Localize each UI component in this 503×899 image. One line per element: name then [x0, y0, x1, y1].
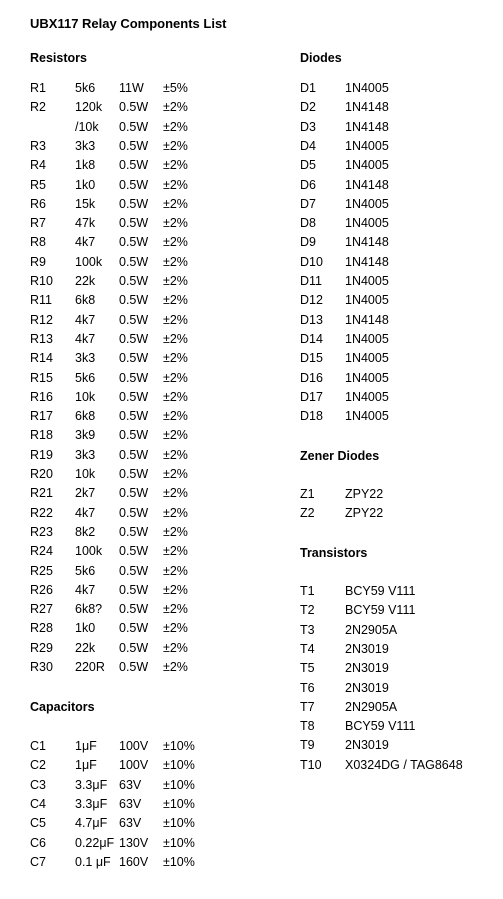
resistor-row-tolerance: ±2%	[163, 351, 188, 366]
zener-row-value: ZPY22	[345, 506, 384, 521]
resistor-row-designator: R23	[30, 524, 53, 539]
diode-row-designator: D10	[300, 254, 323, 269]
resistor-row-rating: 0.5W	[119, 177, 149, 192]
resistor-row-rating: 0.5W	[119, 100, 149, 115]
capacitor-row-value: 4.7μF	[75, 816, 108, 831]
transistor-row-value: 2N3019	[345, 661, 389, 676]
resistor-row-rating: 0.5W	[119, 563, 149, 578]
diode-row-value: 1N4148	[345, 119, 389, 134]
resistor-row-designator: R8	[30, 235, 46, 250]
transistor-row-value: BCY59 V111	[345, 584, 416, 598]
resistor-row-rating: 0.5W	[119, 312, 149, 327]
resistor-row-value: 15k	[75, 196, 96, 211]
resistor-row-value: 47k	[75, 216, 96, 231]
resistor-row-rating: 0.5W	[119, 660, 149, 674]
diode-row-designator: D17	[300, 389, 323, 404]
capacitor-row-rating: 63V	[119, 816, 142, 831]
resistor-row-value: 6k8	[75, 293, 96, 308]
diode-row-designator: D18	[300, 409, 323, 424]
resistor-row-tolerance: ±2%	[163, 563, 188, 578]
resistor-row-value: 3k3	[75, 138, 96, 153]
resistor-row-designator: R25	[30, 563, 53, 578]
capacitor-row-designator: C1	[30, 739, 46, 753]
resistor-row-value: 4k7	[75, 312, 96, 327]
resistor-row-tolerance: ±2%	[163, 602, 188, 617]
resistor-row-value: 6k8	[75, 409, 96, 424]
resistor-row-tolerance: ±2%	[163, 216, 188, 231]
resistor-row-tolerance: ±2%	[163, 505, 188, 520]
resistor-row-value: 3k9	[75, 428, 96, 443]
resistor-row-designator: R14	[30, 351, 53, 366]
transistor-row-designator: T10	[300, 757, 322, 772]
resistor-row-tolerance: ±2%	[163, 119, 188, 134]
transistor-row-value: X0324DG / TAG8648	[345, 757, 463, 772]
capacitor-row-designator: C2	[30, 758, 46, 773]
resistor-row-rating: 0.5W	[119, 505, 149, 520]
resistor-row-designator: R22	[30, 505, 53, 520]
resistor-row-tolerance: ±2%	[163, 621, 188, 636]
transistor-row-designator: T1	[300, 584, 315, 598]
resistor-row-rating: 0.5W	[119, 370, 149, 385]
diode-row-designator: D2	[300, 100, 316, 115]
capacitor-row-tolerance: ±10%	[163, 835, 195, 850]
diode-row-value: 1N4005	[345, 196, 389, 211]
resistor-row-value: 22k	[75, 640, 96, 655]
diode-row-value: 1N4005	[345, 351, 389, 366]
resistor-row-designator: R6	[30, 196, 46, 211]
capacitor-row-value: 3.3μF	[75, 777, 108, 792]
diode-row-value: 1N4005	[345, 138, 389, 153]
diode-row-designator: D12	[300, 293, 323, 308]
resistor-row-designator: R17	[30, 409, 53, 424]
resistor-row-designator: R28	[30, 621, 53, 636]
resistor-row-value: 1k8	[75, 158, 96, 173]
resistor-row-value: 8k2	[75, 524, 96, 539]
resistor-row-tolerance: ±2%	[163, 660, 188, 674]
resistor-row-tolerance: ±2%	[163, 254, 188, 269]
resistor-row-designator: R12	[30, 312, 53, 327]
diode-row-designator: D3	[300, 119, 316, 134]
diode-row-value: 1N4005	[345, 389, 389, 404]
transistor-row-designator: T7	[300, 699, 315, 714]
capacitor-row-tolerance: ±10%	[163, 796, 195, 811]
resistor-row-designator: R13	[30, 331, 53, 346]
capacitor-row-value: 0.1 μF	[75, 854, 111, 869]
page-title: UBX117 Relay Components List	[30, 16, 227, 31]
capacitor-row-value: 1μF	[75, 758, 97, 773]
resistor-row-designator: R2	[30, 100, 46, 115]
resistor-row-tolerance: ±2%	[163, 177, 188, 192]
resistor-row-tolerance: ±2%	[163, 331, 188, 346]
capacitor-row-designator: C7	[30, 854, 46, 869]
diode-row-value: 1N4005	[345, 81, 389, 95]
capacitor-row-rating: 63V	[119, 777, 142, 792]
resistor-row-designator: R16	[30, 389, 53, 404]
resistor-row-designator: R9	[30, 254, 46, 269]
diode-row-designator: D8	[300, 216, 316, 231]
diode-row-value: 1N4005	[345, 370, 389, 385]
diode-row-designator: D4	[300, 138, 316, 153]
resistor-row-rating: 0.5W	[119, 486, 149, 501]
resistor-row-rating: 0.5W	[119, 524, 149, 539]
transistor-row-designator: T5	[300, 661, 315, 676]
resistor-row-designator: R5	[30, 177, 46, 192]
transistor-row-value: 2N2905A	[345, 699, 398, 714]
resistor-row-rating: 0.5W	[119, 196, 149, 211]
resistor-row-tolerance: ±2%	[163, 235, 188, 250]
diode-row-value: 1N4005	[345, 274, 389, 288]
resistor-row-value: 3k3	[75, 447, 96, 462]
diode-row-designator: D11	[300, 274, 323, 288]
resistor-row-designator: R15	[30, 370, 53, 385]
capacitor-row-rating: 100V	[119, 758, 149, 773]
capacitor-row-tolerance: ±10%	[163, 777, 195, 792]
diode-row-designator: D13	[300, 312, 323, 327]
diode-row-designator: D5	[300, 158, 316, 173]
resistor-row-value: 4k7	[75, 582, 96, 597]
capacitors-heading: Capacitors	[30, 700, 95, 714]
resistor-row-rating: 0.5W	[119, 409, 149, 424]
resistor-row-value: 22k	[75, 274, 96, 288]
resistor-row-rating: 0.5W	[119, 428, 149, 443]
resistor-row-rating: 0.5W	[119, 235, 149, 250]
capacitor-row-rating: 160V	[119, 854, 149, 869]
resistor-row-value: 4k7	[75, 331, 96, 346]
diode-row-value: 1N4005	[345, 293, 389, 308]
resistor-row-rating: 0.5W	[119, 467, 149, 481]
capacitor-row-value: 3.3μF	[75, 796, 108, 811]
diode-row-value: 1N4005	[345, 216, 389, 231]
transistor-row-value: BCY59 V111	[345, 603, 416, 618]
transistor-row-value: 2N3019	[345, 641, 389, 656]
resistors-heading: Resistors	[30, 51, 87, 65]
zener-row-value: ZPY22	[345, 487, 384, 501]
resistor-row-rating: 0.5W	[119, 582, 149, 597]
diode-row-value: 1N4148	[345, 254, 389, 269]
resistor-row-value: 4k7	[75, 235, 96, 250]
resistor-row-value: 5k6	[75, 370, 96, 385]
capacitor-row-designator: C4	[30, 796, 46, 811]
resistor-row-value: 2k7	[75, 486, 96, 501]
diode-row-value: 1N4148	[345, 177, 389, 192]
resistor-row-rating: 0.5W	[119, 119, 149, 134]
capacitor-row-rating: 100V	[119, 739, 149, 753]
resistor-row-value: 1k0	[75, 177, 96, 192]
resistor-row-rating: 0.5W	[119, 254, 149, 269]
resistor-row-rating: 0.5W	[119, 621, 149, 636]
resistor-row-tolerance: ±2%	[163, 158, 188, 173]
transistor-row-designator: T2	[300, 603, 315, 618]
diode-row-value: 1N4148	[345, 235, 389, 250]
resistor-row-tolerance: ±2%	[163, 544, 188, 559]
diode-row-designator: D7	[300, 196, 316, 211]
resistor-row-tolerance: ±2%	[163, 370, 188, 385]
resistor-row-designator: R19	[30, 447, 53, 462]
resistor-row-designator: R29	[30, 640, 53, 655]
transistor-row-designator: T6	[300, 680, 315, 695]
resistor-row-rating: 0.5W	[119, 640, 149, 655]
capacitor-row-designator: C3	[30, 777, 46, 792]
diode-row-designator: D15	[300, 351, 323, 366]
capacitor-row-value: 0.22μF	[75, 835, 115, 850]
resistor-row-designator: R11	[30, 293, 53, 308]
resistor-row-tolerance: ±2%	[163, 524, 188, 539]
transistors-heading: Transistors	[300, 546, 368, 560]
capacitor-row-designator: C5	[30, 816, 46, 831]
zener-diodes-heading: Zener Diodes	[300, 449, 380, 463]
resistor-row-value: 10k	[75, 389, 96, 404]
resistor-row-value: 10k	[75, 467, 96, 481]
diode-row-designator: D6	[300, 177, 316, 192]
diode-row-designator: D16	[300, 370, 323, 385]
diode-row-value: 1N4148	[345, 312, 389, 327]
resistor-row-rating: 0.5W	[119, 602, 149, 617]
resistor-row-designator: R1	[30, 81, 46, 95]
zener-row-designator: Z2	[300, 506, 315, 521]
resistor-row-designator: R30	[30, 660, 53, 674]
zener-row-designator: Z1	[300, 487, 315, 501]
resistor-row-tolerance: ±2%	[163, 467, 188, 481]
resistor-row-value: 1k0	[75, 621, 96, 636]
resistor-row-rating: 0.5W	[119, 216, 149, 231]
resistor-row-rating: 0.5W	[119, 274, 149, 288]
resistor-row-tolerance: ±2%	[163, 293, 188, 308]
resistor-row-tolerance: ±2%	[163, 447, 188, 462]
resistor-row-rating: 0.5W	[119, 293, 149, 308]
diode-row-designator: D1	[300, 81, 316, 95]
resistor-row-value: 5k6	[75, 81, 96, 95]
capacitor-row-tolerance: ±10%	[163, 758, 195, 773]
resistor-row-value: 100k	[75, 544, 103, 559]
resistor-row-value: 220R	[75, 660, 105, 674]
transistor-row-value: 2N3019	[345, 680, 389, 695]
diode-row-designator: D14	[300, 331, 323, 346]
resistor-row-rating: 0.5W	[119, 158, 149, 173]
transistor-row-designator: T4	[300, 641, 315, 656]
resistor-row-designator: R10	[30, 274, 53, 288]
capacitor-row-value: 1μF	[75, 739, 97, 753]
resistor-row-tolerance: ±2%	[163, 312, 188, 327]
resistor-row-tolerance: ±2%	[163, 196, 188, 211]
resistor-row-value: 3k3	[75, 351, 96, 366]
resistor-row-designator: R18	[30, 428, 53, 443]
resistor-row-rating: 0.5W	[119, 447, 149, 462]
resistor-row-tolerance: ±5%	[163, 81, 188, 95]
transistor-row-designator: T9	[300, 738, 315, 753]
resistor-row-value: 4k7	[75, 505, 96, 520]
resistor-row-value: 120k	[75, 100, 103, 115]
resistor-row-rating: 0.5W	[119, 351, 149, 366]
diode-row-value: 1N4005	[345, 158, 389, 173]
resistor-row-designator: R7	[30, 216, 46, 231]
transistor-row-value: BCY59 V111	[345, 719, 416, 734]
diode-row-value: 1N4148	[345, 100, 389, 115]
diodes-heading: Diodes	[300, 51, 342, 65]
resistor-row-tolerance: ±2%	[163, 389, 188, 404]
diode-row-designator: D9	[300, 235, 316, 250]
resistor-row-value: /10k	[75, 119, 99, 134]
resistor-row-designator: R4	[30, 158, 46, 173]
resistor-row-designator: R27	[30, 602, 53, 617]
diode-row-value: 1N4005	[345, 331, 389, 346]
resistor-row-designator: R26	[30, 582, 53, 597]
resistor-row-rating: 0.5W	[119, 544, 149, 559]
resistor-row-rating: 0.5W	[119, 331, 149, 346]
capacitor-row-tolerance: ±10%	[163, 739, 195, 753]
transistor-row-designator: T3	[300, 622, 315, 637]
resistor-row-rating: 11W	[119, 81, 144, 95]
resistor-row-tolerance: ±2%	[163, 640, 188, 655]
resistor-row-tolerance: ±2%	[163, 274, 188, 288]
resistor-row-value: 6k8?	[75, 602, 103, 617]
resistor-row-designator: R21	[30, 486, 53, 501]
capacitor-row-designator: C6	[30, 835, 46, 850]
resistor-row-tolerance: ±2%	[163, 100, 188, 115]
resistor-row-designator: R24	[30, 544, 53, 559]
transistor-row-value: 2N2905A	[345, 622, 398, 637]
resistor-row-designator: R20	[30, 467, 53, 481]
resistor-row-rating: 0.5W	[119, 389, 149, 404]
diode-row-value: 1N4005	[345, 409, 389, 424]
capacitor-row-rating: 130V	[119, 835, 149, 850]
resistor-row-tolerance: ±2%	[163, 409, 188, 424]
capacitor-row-rating: 63V	[119, 796, 142, 811]
capacitor-row-tolerance: ±10%	[163, 854, 195, 869]
resistor-row-tolerance: ±2%	[163, 428, 188, 443]
resistor-row-rating: 0.5W	[119, 138, 149, 153]
transistor-row-designator: T8	[300, 719, 315, 734]
resistor-row-value: 5k6	[75, 563, 96, 578]
resistor-row-tolerance: ±2%	[163, 582, 188, 597]
resistor-row-value: 100k	[75, 254, 103, 269]
resistor-row-tolerance: ±2%	[163, 138, 188, 153]
resistor-row-tolerance: ±2%	[163, 486, 188, 501]
transistor-row-value: 2N3019	[345, 738, 389, 753]
resistor-row-designator: R3	[30, 138, 46, 153]
capacitor-row-tolerance: ±10%	[163, 816, 195, 831]
